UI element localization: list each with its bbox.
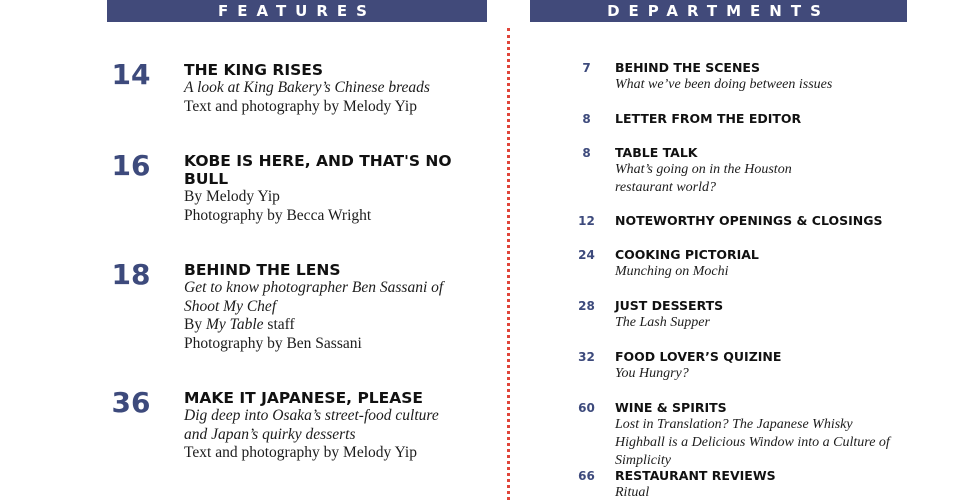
department-subtitle: What’s going on in the Houston restaurant world?	[615, 162, 792, 195]
department-subtitle: Lost in Translation? The Japanese Whisky Highball is a Delicious Window into a Culture of Simplicity	[615, 417, 890, 468]
department-title: BEHIND THE SCENES	[615, 60, 760, 75]
department-title: FOOD LOVER’S QUIZINE	[615, 349, 782, 364]
feature-page-number: 16	[111, 149, 151, 182]
departments-header: DEPARTMENTS	[530, 0, 907, 22]
feature-credit: Text and photography by Melody Yip	[184, 97, 417, 115]
feature-title: KOBE IS HERE, AND THAT'S NO BULL	[184, 152, 452, 188]
department-title: JUST DESSERTS	[615, 298, 724, 313]
feature-credit: Text and photography by Melody Yip	[184, 444, 417, 461]
department-title: WINE & SPIRITS	[615, 400, 727, 415]
department-title: TABLE TALK	[615, 145, 698, 160]
feature-page-number: 36	[111, 386, 151, 419]
department-title: RESTAURANT REVIEWS	[615, 468, 776, 483]
credit-suffix: staff	[267, 316, 295, 333]
department-page-number: 66	[578, 469, 595, 483]
feature-page-number: 18	[111, 258, 151, 291]
department-page-number: 7	[582, 61, 591, 75]
credit-prefix: By	[184, 316, 203, 333]
feature-title: MAKE IT JAPANESE, PLEASE	[184, 389, 424, 407]
feature-dek: A look at King Bakery’s Chinese breads	[184, 79, 430, 96]
feature-credit: Photography by Ben Sassani	[184, 334, 362, 352]
feature-page-number: 14	[111, 58, 151, 91]
department-subtitle: Munching on Mochi	[615, 264, 729, 279]
department-page-number: 12	[578, 214, 595, 228]
department-page-number: 32	[578, 350, 595, 364]
feature-dek: Get to know photographer Ben Sassani of Shoot My Chef	[184, 279, 444, 315]
feature-credit	[184, 316, 484, 335]
department-title: NOTEWORTHY OPENINGS & CLOSINGS	[615, 213, 883, 228]
feature-title: THE KING RISES	[184, 61, 324, 79]
department-subtitle: You Hungry?	[615, 366, 689, 381]
department-subtitle: What we’ve been doing between issues	[615, 77, 833, 92]
column-divider	[507, 28, 510, 500]
feature-credit: By Melody Yip	[184, 188, 280, 205]
feature-credit: Photography by Becca Wright	[184, 206, 372, 224]
feature-dek: Dig deep into Osaka’s street-food culture and Japan’s quirky desserts	[184, 407, 439, 443]
department-page-number: 60	[578, 401, 595, 415]
publication-name: My Table	[205, 316, 264, 333]
department-page-number: 28	[578, 299, 595, 313]
department-page-number: 8	[582, 146, 591, 160]
department-page-number: 24	[578, 248, 595, 262]
feature-title: BEHIND THE LENS	[184, 261, 341, 279]
department-subtitle: Ritual	[615, 485, 650, 500]
department-page-number: 8	[582, 112, 591, 126]
department-title: LETTER FROM THE EDITOR	[615, 111, 802, 126]
department-title: COOKING PICTORIAL	[615, 247, 759, 262]
department-subtitle: The Lash Supper	[615, 315, 710, 330]
features-header: FEATURES	[107, 0, 487, 22]
